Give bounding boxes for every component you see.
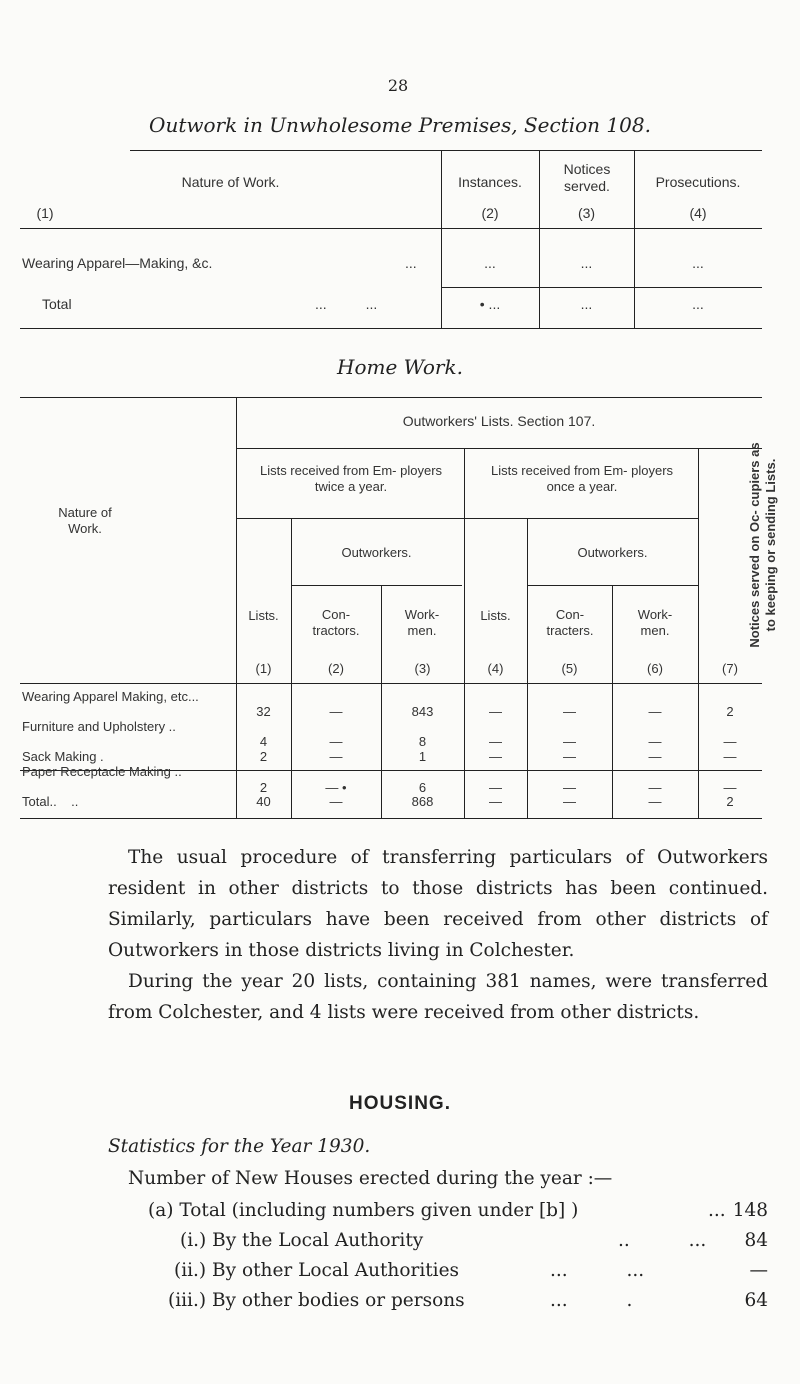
header-nature-of-work: Nature of Work. xyxy=(181,174,280,190)
header-nature-of-work: Nature of Work. xyxy=(58,505,112,536)
row-wearing-apparel-instances: ... xyxy=(484,255,496,271)
row-total-prosecutions: ... xyxy=(692,296,704,312)
row-label-paper-receptacle: Paper Receptacle Making .. xyxy=(22,764,182,779)
housing-heading: HOUSING. xyxy=(349,1093,451,1114)
document-page: 28 Outwork in Unwholesome Premises, Section 108. Nature of Work. (1) Instances. (2) Notices served. (3) Prosecutions. (4) Wearing Apparel—Making, &c. ... ... ... ... Total ... ... • ... ... ... Home Work. Outworkers' Lists. Section 107. Nature of Work. Lists received from Em- ployers twice a year. Lists received from Em- ployers once a year. Outworkers. Outworkers. Lists. Lists. Con- tractors. Work- men. Con- tracters. Work- men. Notices served on Oc- cupiers as to keeping or sending Lists. (1) (2) (3) (4) (5) (6) (7) Wearing Apparel Making, etc... Furniture and Upholstery .. Sack Making . Paper Receptacle Making .. 32 — 843 — — — 2 4 — 8 — — — — 2 — 1 — — — — 2 — • 6 — — — — Total.. .. 40 — 868 — — — 2 The usual procedure of transferring particulars of Outworkers resident in other districts to those districts has been continued. Similarly, particulars have been received from other districts of Outworkers in those districts living in Colchester. During the year 20 lists, containing 381 names, were transferred from Colchester, and 4 lists were received from other districts. HOUSING. Statistics for the Year 1930. Number of New Houses erected during the year :— (a) Total (including numbers given under [b] ) ... 148 (i.) By the Local Authority .. ... 84 (ii.) By other Local Authorities ... ... — (iii.) By other bodies or persons ... . 64 xyxy=(0,0,800,1384)
paragraph-transfer: The usual procedure of transferring particulars of Outworkers resident in other districts to those districts has been continued. Similarly, particulars have been received from other districts of Outworkers in those districts living in Colchester. xyxy=(108,847,768,961)
header-lists-once: Lists received from Em- ployers once a year. xyxy=(490,463,674,494)
paragraph-lists: During the year 20 lists, containing 381 names, were transferred from Colchester, and 4 lists were received from other districts. xyxy=(108,971,768,1023)
rule xyxy=(441,287,762,288)
header-lists-2: Lists. xyxy=(480,608,511,623)
row-label-sack-making: Sack Making . xyxy=(22,749,104,764)
header-notices-vertical: Notices served on Oc- cupiers as to keeping or sending Lists. xyxy=(747,442,778,648)
col-num-3: (3) xyxy=(414,661,431,676)
row-total-dots: ... ... xyxy=(315,296,378,312)
housing-subtitle: Statistics for the Year 1930. xyxy=(108,1136,371,1157)
row-wearing-apparel-prosecutions: ... xyxy=(692,255,704,271)
row-label-wearing-apparel: Wearing Apparel Making, etc... xyxy=(22,689,199,704)
col-num-6: (6) xyxy=(647,661,663,676)
header-num-3: (3) xyxy=(577,205,596,221)
header-contractors-1: Con- tractors. xyxy=(312,607,360,638)
header-num-4: (4) xyxy=(689,205,707,221)
col-num-7: (7) xyxy=(722,661,738,676)
rule xyxy=(20,328,762,329)
page-number: 28 xyxy=(387,76,409,95)
col-num-1: (1) xyxy=(255,661,272,676)
header-num-1: (1) xyxy=(36,205,54,221)
header-outworkers-2: Outworkers. xyxy=(577,545,648,560)
header-lists-1: Lists. xyxy=(248,608,279,623)
outwork-title: Outwork in Unwholesome Premises, Section 108. xyxy=(149,113,651,137)
header-notices-served: Notices served. xyxy=(563,161,611,194)
row-wearing-apparel-dots: ... xyxy=(405,255,417,271)
row-wearing-apparel-label: Wearing Apparel—Making, &c. xyxy=(22,255,213,271)
rule xyxy=(20,683,762,684)
col-num-5: (5) xyxy=(561,661,578,676)
header-lists-twice: Lists received from Em- ployers twice a year. xyxy=(259,463,443,494)
homework-title: Home Work. xyxy=(337,355,463,379)
row-total-instances: • ... xyxy=(479,296,501,312)
col-num-2: (2) xyxy=(328,661,344,676)
rule xyxy=(464,518,698,519)
header-num-2: (2) xyxy=(481,205,499,221)
rule xyxy=(236,518,464,519)
header-outworkers-1: Outworkers. xyxy=(341,545,412,560)
header-instances: Instances. xyxy=(458,174,522,190)
row-total-label: Total xyxy=(42,296,72,312)
rule xyxy=(20,397,762,398)
rule xyxy=(20,818,762,819)
rule xyxy=(236,448,762,449)
header-outworkers-lists: Outworkers' Lists. Section 107. xyxy=(402,413,596,429)
header-prosecutions: Prosecutions. xyxy=(655,174,741,190)
col-num-4: (4) xyxy=(487,661,504,676)
row-total-notices: ... xyxy=(580,296,593,312)
row-wearing-apparel-notices: ... xyxy=(580,255,593,271)
rule xyxy=(291,585,462,586)
housing-intro: Number of New Houses erected during the year :— xyxy=(128,1168,613,1189)
header-workmen-2: Work- men. xyxy=(637,607,673,638)
rule xyxy=(20,228,762,229)
row-label-furniture: Furniture and Upholstery .. xyxy=(22,719,176,734)
header-workmen-1: Work- men. xyxy=(404,607,440,638)
rule xyxy=(130,150,762,151)
header-contractors-2: Con- tracters. xyxy=(546,607,594,638)
